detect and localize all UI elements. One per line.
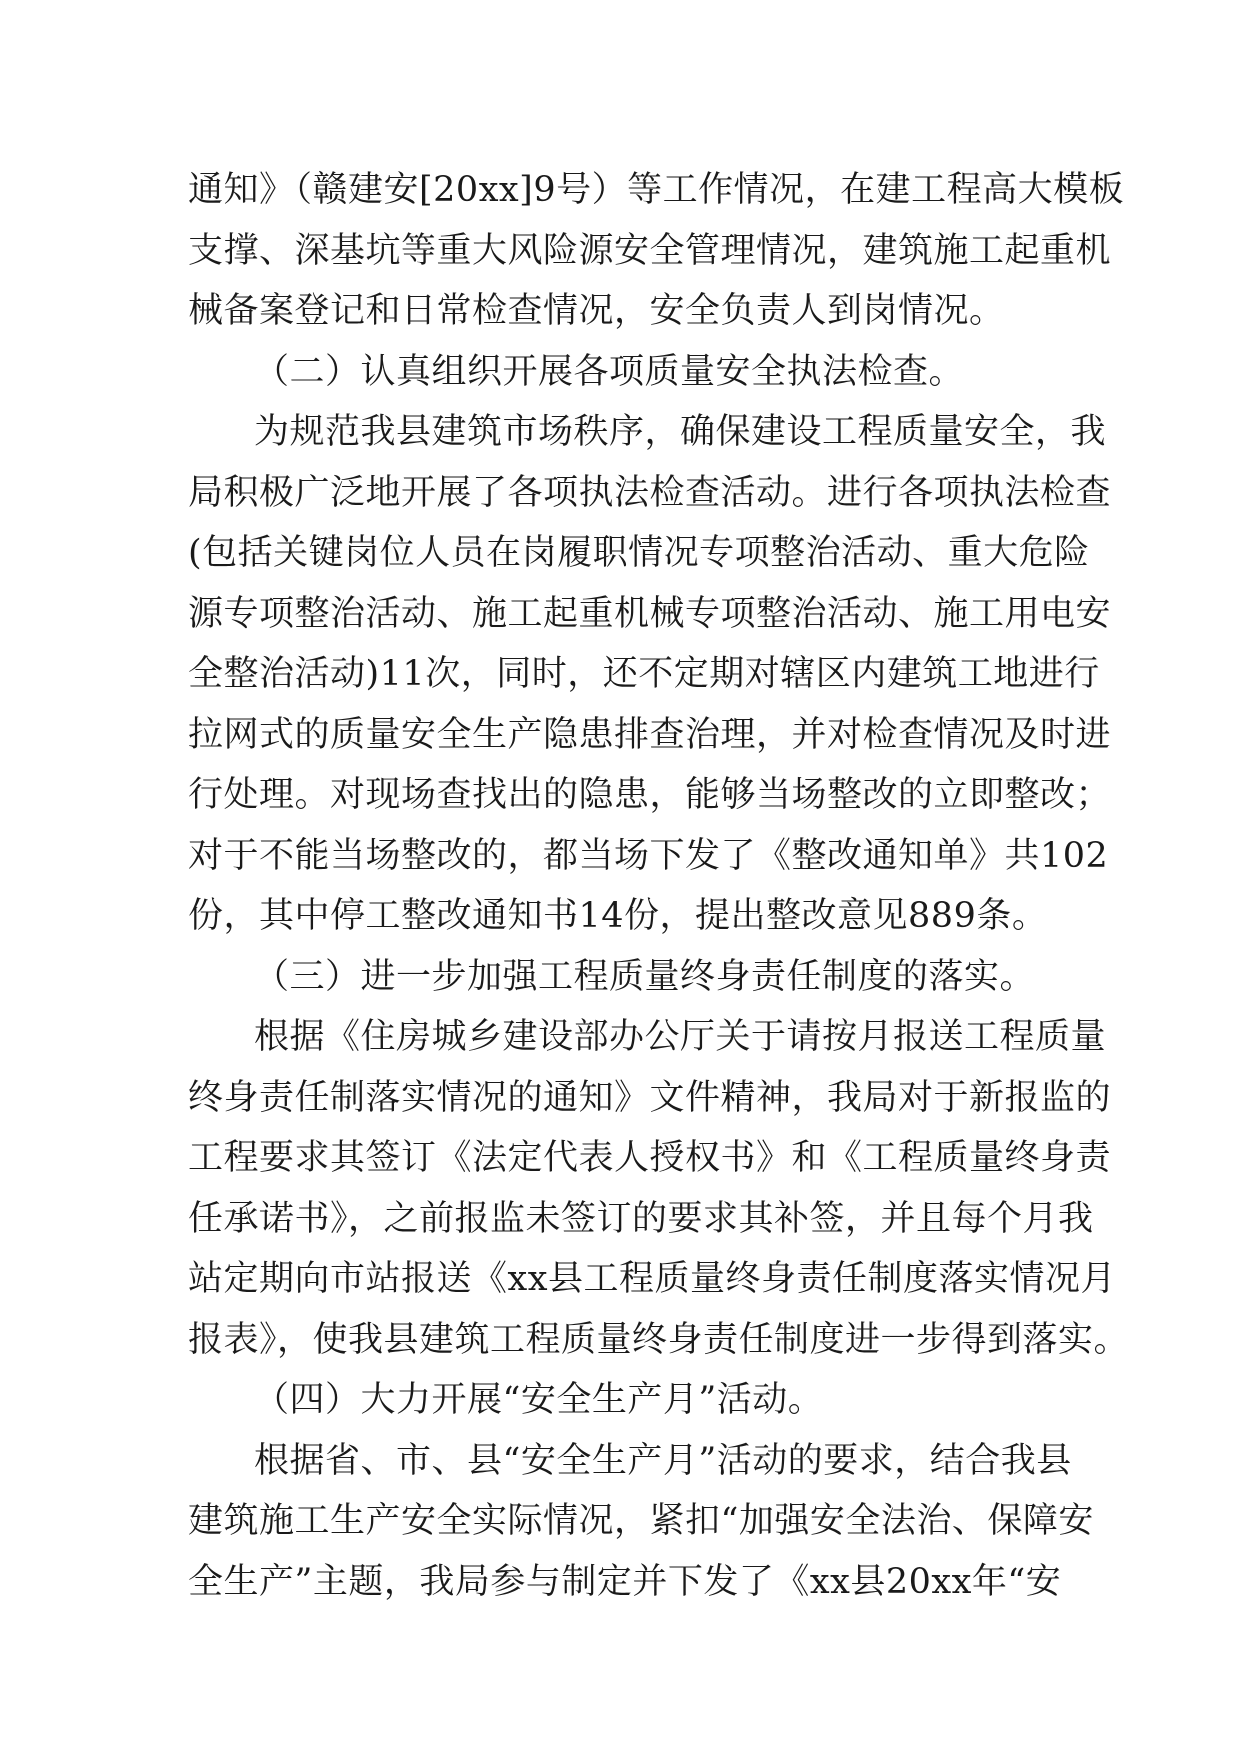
text-line: 拉网式的质量安全生产隐患排查治理，并对检查情况及时进 [188,714,1112,755]
text-line: 报表》，使我县建筑工程质量终身责任制度进一步得到落实。 [188,1319,1130,1360]
text-line: 械备案登记和日常检查情况，安全负责人到岗情况。 [188,291,1005,331]
text-line: 通知》（赣建安[20xx]9号）等工作情况，在建工程高大模板 [188,170,1125,210]
section-heading-4: （四）大力开展“安全生产月”活动。 [254,1380,824,1420]
text-line: (包括关键岗位人员在岗履职情况专项整治活动、重大危险 [188,533,1090,573]
paragraph-start: 根据省、市、县“安全生产月”活动的要求，结合我县 [254,1440,1072,1481]
text-line: 全整治活动)11次，同时，还不定期对辖区内建筑工地进行 [188,654,1100,694]
text-line: 对于不能当场整改的，都当场下发了《整改通知单》共102 [188,835,1109,876]
text-line: 局积极广泛地开展了各项执法检查活动。进行各项执法检查 [188,472,1112,513]
paragraph-start: 根据《住房城乡建设部办公厅关于请按月报送工程质量 [254,1017,1107,1057]
text-line: 行处理。对现场查找出的隐患，能够当场整改的立即整改； [188,775,1112,815]
text-line: 任承诺书》，之前报监未签订的要求其补签，并且每个月我 [188,1198,1094,1239]
text-line: 源专项整治活动、施工起重机械专项整治活动、施工用电安 [188,593,1112,634]
paragraph-start: 为规范我县建筑市场秩序，确保建设工程质量安全，我 [254,412,1107,452]
document-body [188,160,1130,1612]
text-line: 支撑、深基坑等重大风险源安全管理情况，建筑施工起重机 [188,230,1112,271]
text-line: 份，其中停工整改通知书14份，提出整改意见889条。 [188,896,1048,936]
section-heading-3: （三）进一步加强工程质量终身责任制度的落实。 [254,956,1036,997]
text-line: 终身责任制落实情况的通知》文件精神，我局对于新报监的 [188,1077,1112,1118]
section-heading-2: （二）认真组织开展各项质量安全执法检查。 [254,351,965,392]
text-line: 工程要求其签订《法定代表人授权书》和《工程质量终身责 [188,1138,1112,1178]
text-line: 站定期向市站报送《xx县工程质量终身责任制度落实情况月 [188,1259,1116,1299]
text-line: 全生产”主题，我局参与制定并下发了《xx县20xx年“安 [188,1561,1062,1602]
text-line: 建筑施工生产安全实际情况，紧扣“加强安全法治、保障安 [188,1501,1094,1541]
